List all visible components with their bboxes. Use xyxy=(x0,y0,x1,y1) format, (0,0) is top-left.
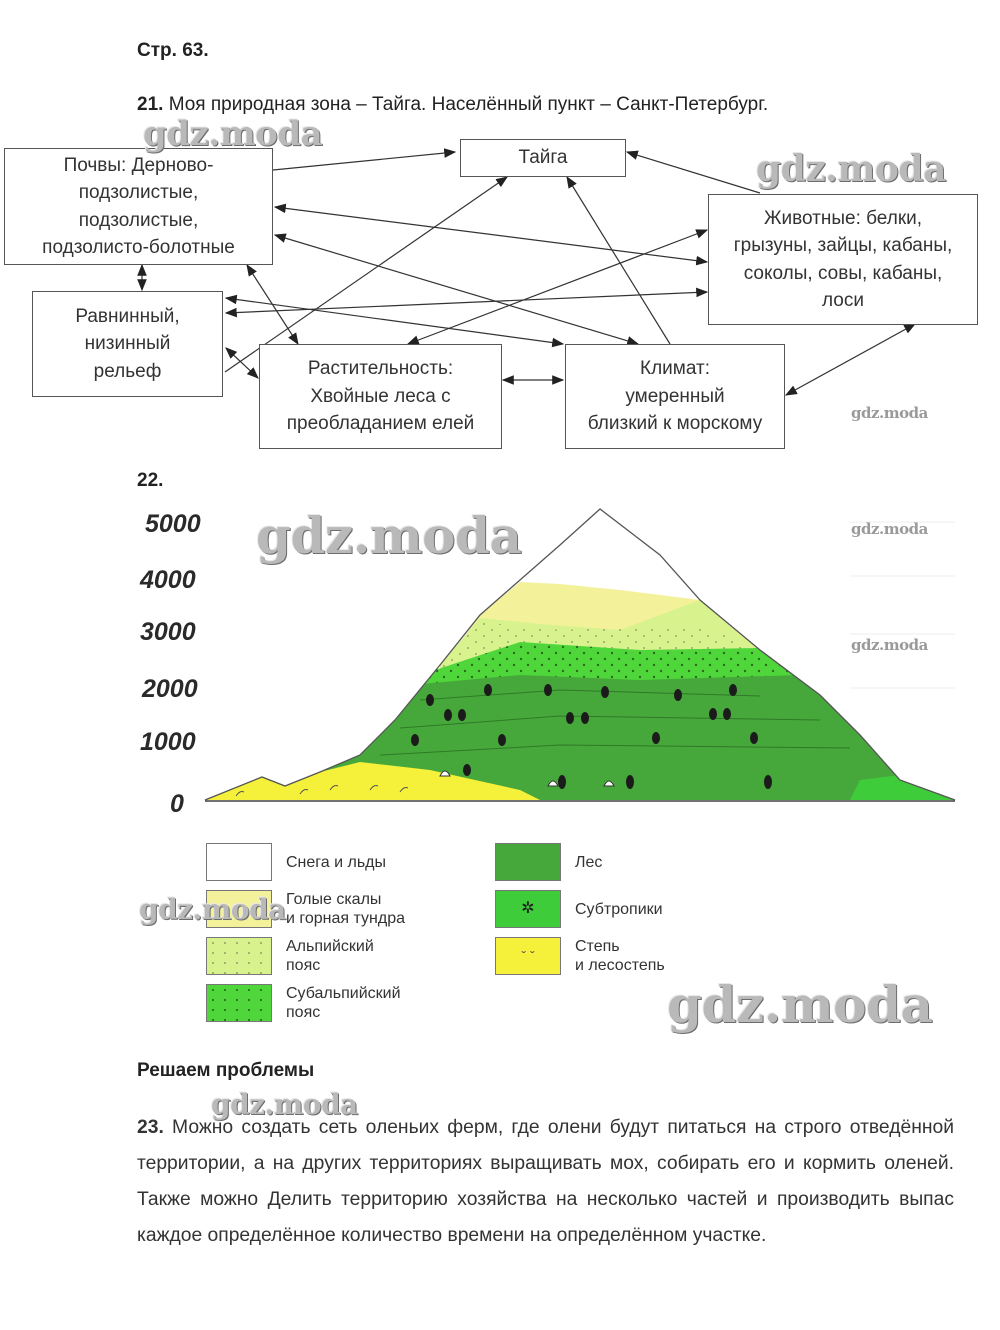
arrow-climate-animals xyxy=(786,324,915,395)
animals-line-4: лоси xyxy=(822,290,864,311)
vegetation-line-3: преобладанием елей xyxy=(286,413,475,435)
box-taiga xyxy=(460,139,626,177)
watermark: gdz.moda xyxy=(756,148,946,190)
task-23-number: 23. xyxy=(137,1117,164,1138)
soils-line-4: подзолисто-болотные xyxy=(42,237,235,258)
relief-line-2: низинный xyxy=(84,333,171,355)
box-animals xyxy=(708,194,978,325)
vegetation-line-2: Хвойные леса с xyxy=(310,385,451,407)
legend-swatch xyxy=(206,937,272,975)
task-21-text: Моя природная зона – Тайга. Населённый пункт – Санкт-Петербург. xyxy=(163,94,769,115)
altitude-tick-3000: 3000 xyxy=(140,618,196,646)
task-23-answer xyxy=(137,1110,954,1254)
legend-swatch xyxy=(495,843,561,881)
legend-swatch xyxy=(206,984,272,1022)
soils-line-2: подзолистые, xyxy=(78,182,199,203)
arrow-soils-climate xyxy=(275,235,638,344)
task-23-text: Можно создать сеть оленьих ферм, где олени будут питаться на строго отведённой территории, а на других территориях выращивать мох, собирать его и кормить оленей. Также можно Делить территорию хозяйства на несколько частей и производить выпас каждое определённое количество времени на определённом участке. xyxy=(137,1117,954,1246)
legend-label: Субтропики xyxy=(575,900,663,918)
legend-label: Альпийский пояс xyxy=(286,938,374,974)
arrow-relief-animals xyxy=(226,292,707,313)
legend-label: Снега и льды xyxy=(286,853,387,871)
watermark: gdz.moda xyxy=(851,520,928,538)
box-soils xyxy=(4,148,273,265)
arrow-soils-animals xyxy=(275,207,707,262)
watermark: gdz.moda xyxy=(139,893,286,926)
arrow-vegetation-animals xyxy=(408,230,707,344)
legend-item-subtropics xyxy=(495,890,735,928)
altitude-tick-0: 0 xyxy=(170,790,184,818)
legend-swatch: ˇ ˇ xyxy=(495,937,561,975)
box-climate xyxy=(565,344,785,449)
legend-item-snow-ice xyxy=(206,843,446,881)
watermark: gdz.moda xyxy=(211,1088,358,1121)
animals-line-1: Животные: белки, xyxy=(763,207,923,229)
arrow-soils-taiga xyxy=(273,152,455,170)
climate-line-3: близкий к морскому xyxy=(587,413,763,435)
legend-swatch: ✲ xyxy=(495,890,561,928)
legend-label: Субальпийский пояс xyxy=(286,985,401,1021)
taiga-line-1: Тайга xyxy=(518,147,568,169)
watermark: gdz.moda xyxy=(851,404,928,422)
relief-line-1: Равнинный, xyxy=(75,305,180,327)
animals-line-3: соколы, совы, кабаны, xyxy=(743,262,943,284)
vegetation-line-1: Растительность: xyxy=(307,358,454,380)
legend-label: Степь и лесостепь xyxy=(575,938,665,974)
arrow-relief-climate xyxy=(226,298,563,344)
legend-label: Голые скалы и горная тундра xyxy=(286,891,405,927)
box-relief xyxy=(32,291,223,397)
legend-item-forest xyxy=(495,843,735,881)
task-22-number: 22. xyxy=(137,470,164,491)
watermark: gdz.moda xyxy=(851,636,928,654)
climate-line-2: умеренный xyxy=(625,385,725,407)
animals-line-2: грызуны, зайцы, кабаны, xyxy=(733,235,953,256)
relief-line-3: рельеф xyxy=(93,360,162,382)
altitude-tick-2000: 2000 xyxy=(142,675,198,703)
soils-line-3: подзолистые, xyxy=(78,209,199,231)
arrow-climate-taiga xyxy=(567,177,670,344)
altitude-tick-1000: 1000 xyxy=(140,728,196,756)
arrow-animals-taiga xyxy=(627,152,760,193)
watermark: gdz.moda xyxy=(256,506,522,565)
soils-line-1: Почвы: Дерново- xyxy=(63,154,214,176)
legend-item-steppe xyxy=(495,937,735,975)
section-heading-problems: Решаем проблемы xyxy=(137,1060,315,1081)
page-number: Стр. 63. xyxy=(137,40,209,61)
legend-item-subalpine xyxy=(206,984,446,1022)
legend-swatch xyxy=(206,843,272,881)
box-vegetation xyxy=(259,344,502,449)
watermark: gdz.moda xyxy=(667,975,933,1034)
task-21-number: 21. xyxy=(137,94,164,115)
watermark: gdz.moda xyxy=(143,114,323,154)
climate-line-1: Климат: xyxy=(640,358,710,380)
altitude-tick-5000: 5000 xyxy=(145,510,201,538)
legend-item-alpine xyxy=(206,937,446,975)
altitude-tick-4000: 4000 xyxy=(140,566,196,594)
legend-label: Лес xyxy=(575,853,603,871)
